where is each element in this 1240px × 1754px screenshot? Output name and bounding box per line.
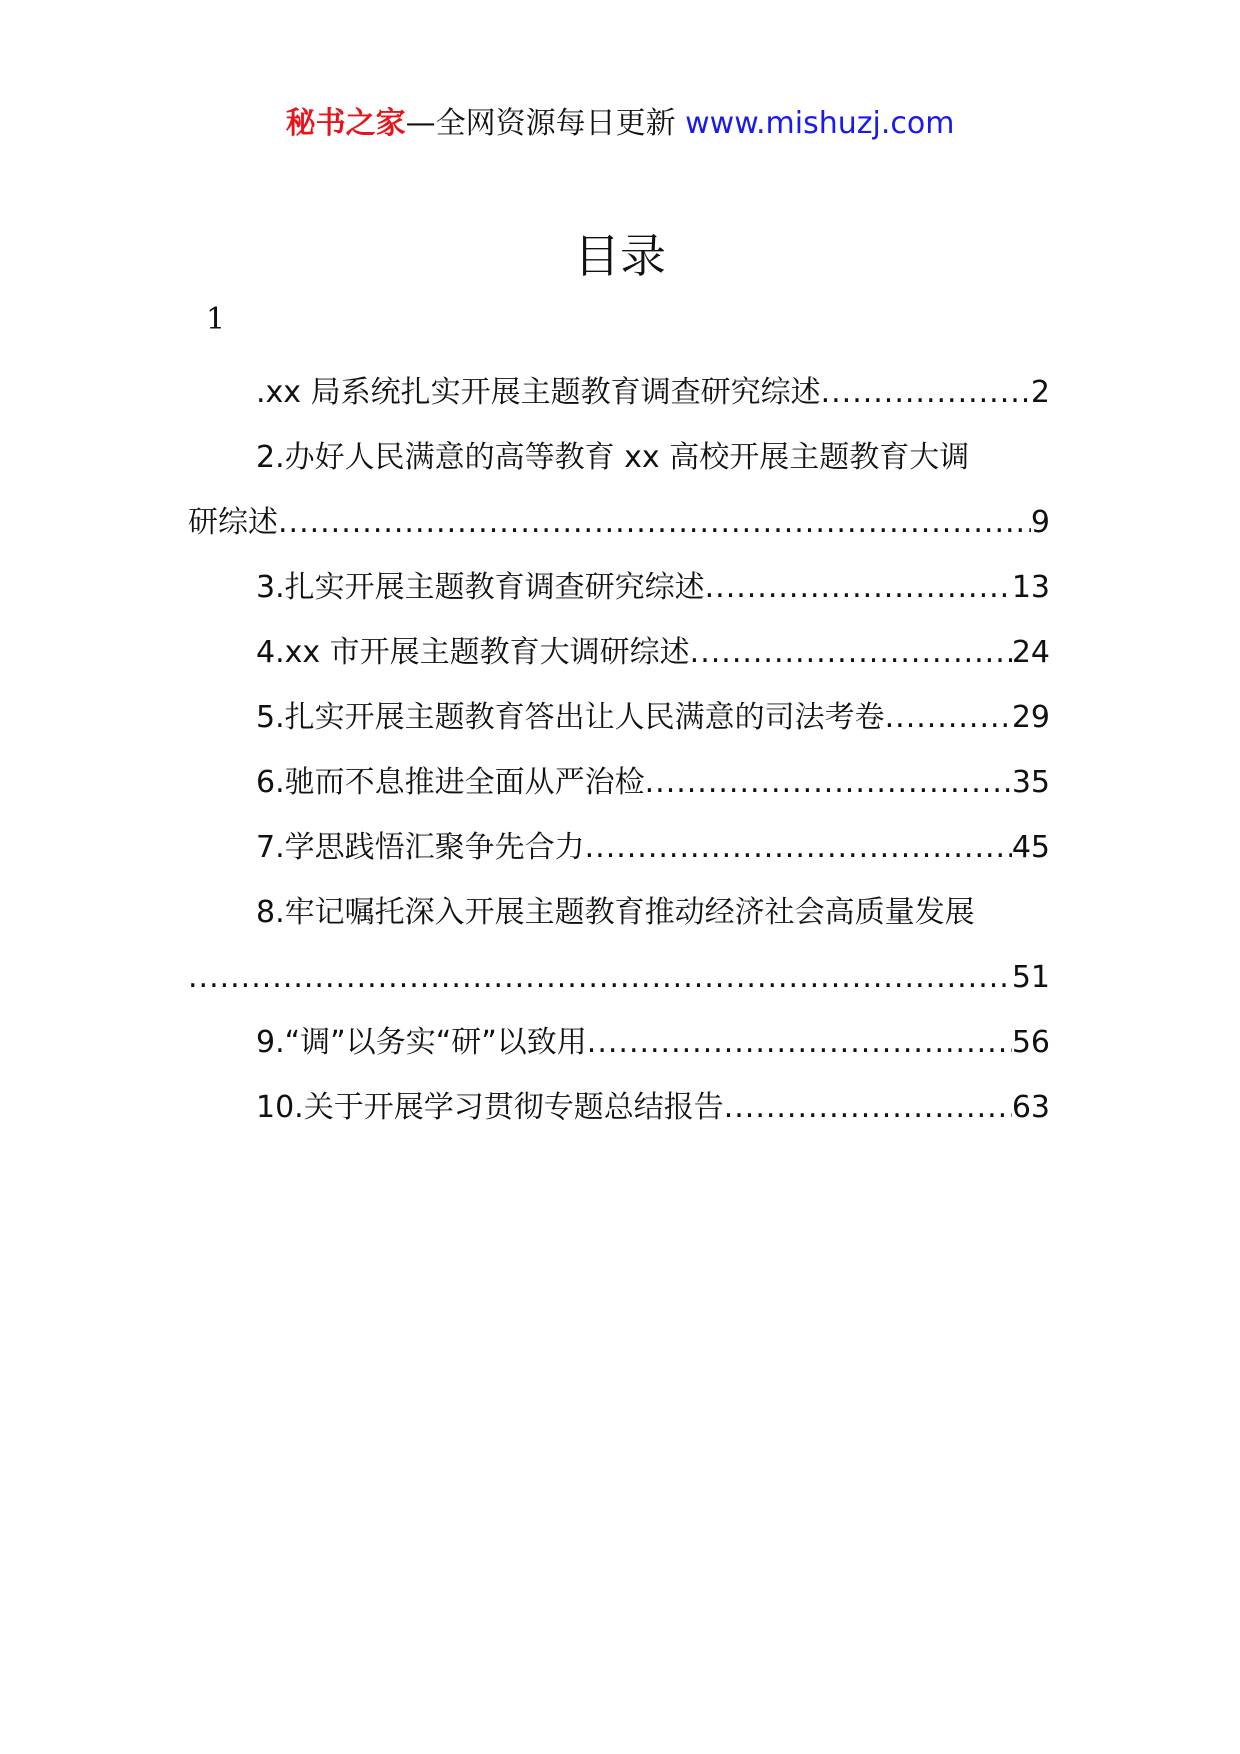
toc-page-number: 24 xyxy=(1011,635,1050,670)
toc-leader-dots xyxy=(821,360,1031,425)
toc-leader-dots xyxy=(188,945,1012,1010)
page-title: 目录 xyxy=(574,229,666,283)
toc-leader-dots xyxy=(587,1010,1012,1075)
toc-entry-6[interactable] xyxy=(188,750,1050,815)
toc-leader-dots xyxy=(705,555,1012,620)
toc-leader-dots xyxy=(690,620,1012,685)
site-url-link[interactable]: www.mishuzj.com xyxy=(685,106,955,141)
toc-page-number: 51 xyxy=(1011,960,1050,995)
toc-page-number: 9 xyxy=(1030,505,1050,540)
table-of-contents xyxy=(188,360,1050,1140)
toc-page-number: 35 xyxy=(1011,765,1050,800)
toc-entry-10[interactable] xyxy=(188,1075,1050,1140)
toc-entry-7[interactable] xyxy=(188,815,1050,880)
toc-page-number: 45 xyxy=(1011,830,1050,865)
brand-name: 秘书之家 xyxy=(285,106,406,141)
toc-leader-dots xyxy=(278,490,1031,555)
toc-leader-dots xyxy=(885,685,1012,750)
toc-page-number: 13 xyxy=(1011,570,1050,605)
toc-entry-title: 10.关于开展学习贯彻专题总结报告 xyxy=(256,1090,724,1125)
toc-entry-1[interactable] xyxy=(188,360,1050,425)
toc-page-number: 2 xyxy=(1030,375,1050,410)
toc-entry-title: 6.驰而不息推进全面从严治检 xyxy=(256,765,645,800)
toc-leader-dots xyxy=(585,815,1012,880)
toc-entry-title: 7.学思践悟汇聚争先合力 xyxy=(256,830,585,865)
toc-entry-title: 8.牢记嘱托深入开展主题教育推动经济社会高质量发展 xyxy=(256,895,975,930)
toc-leader-dots xyxy=(645,750,1012,815)
toc-entry-2[interactable] xyxy=(188,425,1050,555)
toc-entry-title: 4.xx 市开展主题教育大调研综述 xyxy=(256,635,690,670)
stray-number: 1 xyxy=(206,302,226,337)
toc-leader-dots xyxy=(724,1075,1012,1140)
header-slogan: —全网资源每日更新 xyxy=(405,106,686,141)
toc-entry-9[interactable] xyxy=(188,1010,1050,1075)
toc-entry-title-continuation: 研综述 xyxy=(188,505,278,540)
toc-entry-4[interactable] xyxy=(188,620,1050,685)
toc-entry-5[interactable] xyxy=(188,685,1050,750)
toc-entry-3[interactable] xyxy=(188,555,1050,620)
toc-page-number: 29 xyxy=(1011,700,1050,735)
toc-entry-title: 9.“调”以务实“研”以致用 xyxy=(256,1025,587,1060)
toc-entry-title: 3.扎实开展主题教育调查研究综述 xyxy=(256,570,705,605)
site-header xyxy=(0,100,1240,148)
toc-page-number: 56 xyxy=(1011,1025,1050,1060)
toc-entry-title: 5.扎实开展主题教育答出让人民满意的司法考卷 xyxy=(256,700,885,735)
toc-entry-title: .xx 局系统扎实开展主题教育调查研究综述 xyxy=(256,375,821,410)
toc-entry-title: 2.办好人民满意的高等教育 xx 高校开展主题教育大调 xyxy=(256,440,970,475)
toc-entry-8[interactable] xyxy=(188,880,1050,1010)
toc-page-number: 63 xyxy=(1011,1090,1050,1125)
